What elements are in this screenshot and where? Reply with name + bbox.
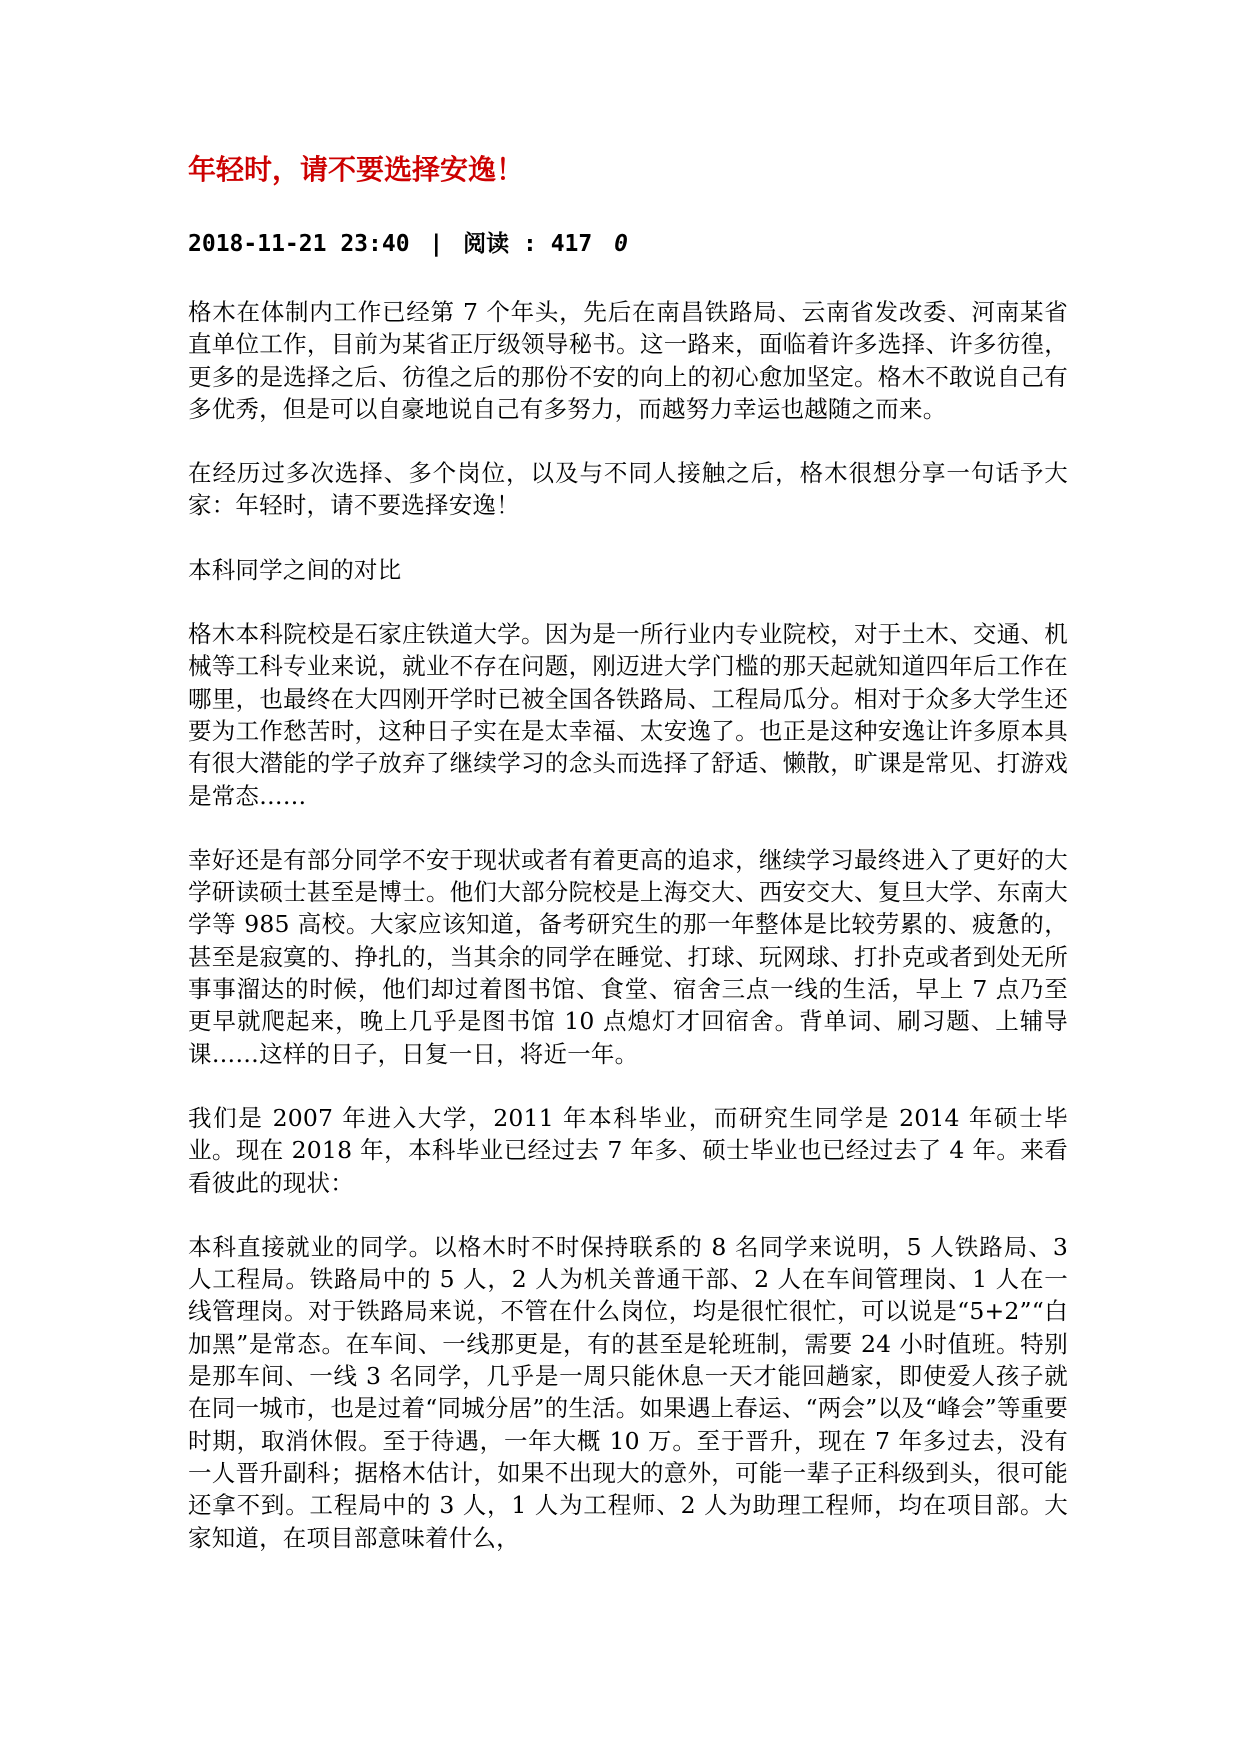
paragraph: 格木在体制内工作已经第 7 个年头，先后在南昌铁路局、云南省发改委、河南某省直单位工作，目前为某省正厅级领导秘书。这一路来，面临着许多选择、许多彷徨，更多的是选择之后、彷徨之后的那份不安的向上的初心愈加坚定。格木不敢说自己有多优秀，但是可以自豪地说自己有多努力，而越努力幸运也越随之而来。 [188, 298, 1068, 423]
paragraph: 在经历过多次选择、多个岗位，以及与不同人接触之后，格木很想分享一句话予大家：年轻时，请不要选择安逸！ [188, 459, 1068, 520]
meta-separator: | [429, 231, 444, 257]
publish-date: 2018-11-21 23:40 [188, 231, 410, 257]
read-count: 417 [550, 231, 593, 257]
read-label: 阅读 : [463, 231, 537, 257]
article-body [188, 296, 1068, 1554]
paragraph: 格木本科院校是石家庄铁道大学。因为是一所行业内专业院校，对于土木、交通、机械等工科专业来说，就业不存在问题，刚迈进大学门槛的那天起就知道四年后工作在哪里，也最终在大四刚开学时已被全国各铁路局、工程局瓜分。相对于众多大学生还要为工作愁苦时，这种日子实在是太幸福、太安逸了。也正是这种安逸让许多原本具有很大潜能的学子放弃了继续学习的念头而选择了舒适、懒散，旷课是常见、打游戏是常态…… [188, 620, 1068, 810]
comment-count: 0 [614, 231, 628, 257]
paragraph: 本科直接就业的同学。以格木时不时保持联系的 8 名同学来说明，5 人铁路局、3 人工程局。铁路局中的 5 人，2 人为机关普通干部、2 人在车间管理岗、1 人在一线管理岗。对于铁路局来说，不管在什么岗位，均是很忙很忙，可以说是“5+2”“白加黑”是常态。在车间、一线那更是，有的甚至是轮班制，需要 24 小时值班。特别是那车间、一线 3 名同学，几乎是一周只能休息一天才能回趟家，即使爱人孩子就在同一城市，也是过着“同城分居”的生活。如果遇上春运、“两会”以及“峰会”等重要时期，取消休假。至于待遇，一年大概 10 万。至于晋升，现在 7 年多过去，没有一人晋升副科；据格木估计，如果不出现大的意外，可能一辈子正科级到头，很可能还拿不到。工程局中的 3 人，1 人为工程师、2 人为助理工程师，均在项目部。大家知道，在项目部意味着什么， [188, 1232, 1068, 1552]
section-heading: 本科同学之间的对比 [188, 555, 402, 584]
document-page [188, 150, 1068, 1586]
article-meta [188, 226, 1068, 262]
article-title: 年轻时，请不要选择安逸！ [188, 153, 525, 186]
paragraph: 幸好还是有部分同学不安于现状或者有着更高的追求，继续学习最终进入了更好的大学研读硕士甚至是博士。他们大部分院校是上海交大、西安交大、复旦大学、东南大学等 985 高校。大家应该知道，备考研究生的那一年整体是比较劳累的、疲惫的，甚至是寂寞的、挣扎的，当其余的同学在睡觉、打球、玩网球、打扑克或者到处无所事事溜达的时候，他们却过着图书馆、食堂、宿舍三点一线的生活，早上 7 点乃至更早就爬起来，晚上几乎是图书馆 10 点熄灯才回宿舍。背单词、刷习题、上辅导课……这样的日子，日复一日，将近一年。 [188, 845, 1068, 1068]
paragraph: 我们是 2007 年进入大学，2011 年本科毕业，而研究生同学是 2014 年硕士毕业。现在 2018 年，本科毕业已经过去 7 年多、硕士毕业也已经过去了 4 年。来看看彼此的现状： [188, 1103, 1068, 1197]
